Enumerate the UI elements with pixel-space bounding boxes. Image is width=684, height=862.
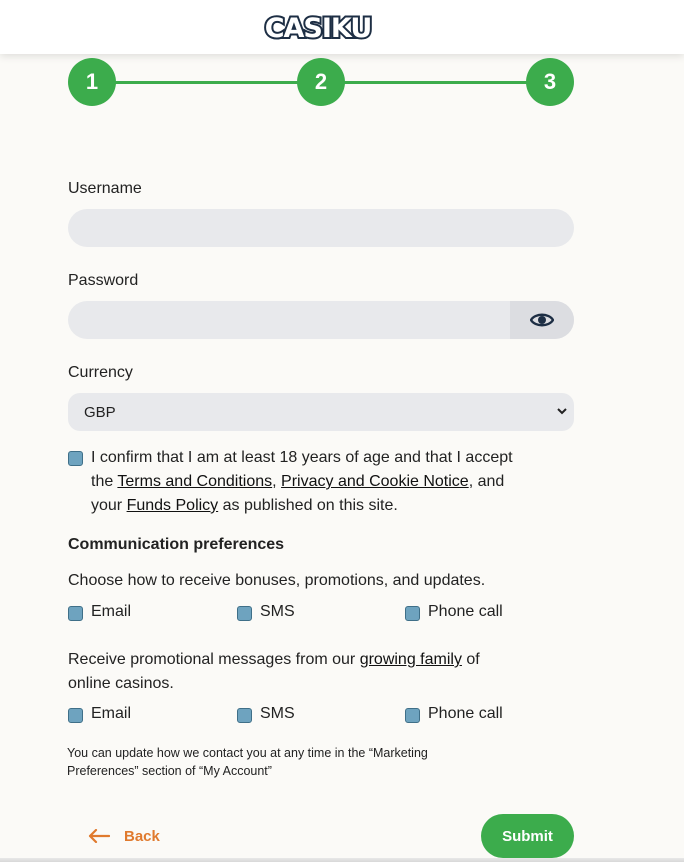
communication-intro: Choose how to receive bonuses, promotions, and updates. bbox=[68, 572, 486, 589]
age-terms-checkbox[interactable] bbox=[68, 451, 83, 466]
consent-your: your bbox=[91, 497, 127, 514]
password-input[interactable] bbox=[68, 301, 574, 339]
sms-label: SMS bbox=[260, 603, 295, 620]
family-sms-checkbox[interactable] bbox=[237, 708, 252, 723]
email-checkbox[interactable] bbox=[68, 606, 83, 621]
promo-text-after: of bbox=[461, 651, 480, 668]
sms-checkbox[interactable] bbox=[237, 606, 252, 621]
family-phone-call-checkbox[interactable] bbox=[405, 708, 420, 723]
consent-line-1: I confirm that I am at least 18 years of age and that I accept bbox=[91, 449, 513, 466]
svg-text:CASIKU: CASIKU bbox=[264, 13, 372, 44]
chevron-down-icon bbox=[556, 405, 568, 417]
eye-icon bbox=[530, 312, 554, 328]
phone-call-label: Phone call bbox=[428, 603, 503, 620]
back-label: Back bbox=[124, 827, 160, 845]
step-1: 1 bbox=[68, 58, 116, 106]
currency-value: GBP bbox=[84, 403, 116, 421]
back-button[interactable] bbox=[88, 822, 160, 850]
bottom-edge bbox=[0, 858, 684, 862]
footnote-line-1: You can update how we contact you at any time in the “Marketing bbox=[67, 746, 428, 760]
consent-and: , and bbox=[468, 473, 505, 490]
casiku-logo[interactable] bbox=[262, 6, 374, 48]
phone-call-checkbox[interactable] bbox=[405, 606, 420, 621]
step-3: 3 bbox=[526, 58, 574, 106]
password-label: Password bbox=[68, 272, 139, 289]
communication-heading: Communication preferences bbox=[68, 536, 285, 553]
consent-text bbox=[91, 446, 581, 518]
submit-button[interactable]: Submit bbox=[481, 814, 574, 858]
funds-policy-link[interactable]: Funds Policy bbox=[126, 497, 219, 514]
username-input[interactable] bbox=[68, 209, 574, 247]
currency-label: Currency bbox=[68, 364, 133, 381]
contact-footnote bbox=[67, 744, 527, 780]
email-label: Email bbox=[91, 603, 132, 620]
username-label: Username bbox=[68, 180, 142, 197]
family-email-label: Email bbox=[91, 705, 132, 722]
terms-link[interactable]: Terms and Conditions bbox=[117, 473, 273, 490]
consent-the: the bbox=[91, 473, 118, 490]
promo-text bbox=[68, 648, 568, 696]
family-email-checkbox[interactable] bbox=[68, 708, 83, 723]
promo-line-2: online casinos. bbox=[68, 675, 174, 692]
promo-text-before: Receive promotional messages from our bbox=[68, 651, 360, 668]
privacy-link[interactable]: Privacy and Cookie Notice bbox=[281, 473, 469, 490]
show-password-button[interactable] bbox=[510, 301, 574, 339]
footnote-line-2: Preferences” section of “My Account” bbox=[67, 764, 272, 778]
consent-comma: , bbox=[272, 473, 282, 490]
logo-graphic bbox=[262, 6, 374, 48]
consent-tail: as published on this site. bbox=[218, 497, 398, 514]
family-sms-label: SMS bbox=[260, 705, 295, 722]
step-2: 2 bbox=[297, 58, 345, 106]
family-phone-call-label: Phone call bbox=[428, 705, 503, 722]
progress-stepper bbox=[68, 58, 574, 106]
growing-family-link[interactable]: growing family bbox=[359, 651, 462, 668]
currency-select[interactable] bbox=[68, 393, 574, 431]
arrow-left-icon bbox=[88, 829, 110, 843]
top-bar bbox=[0, 0, 684, 54]
